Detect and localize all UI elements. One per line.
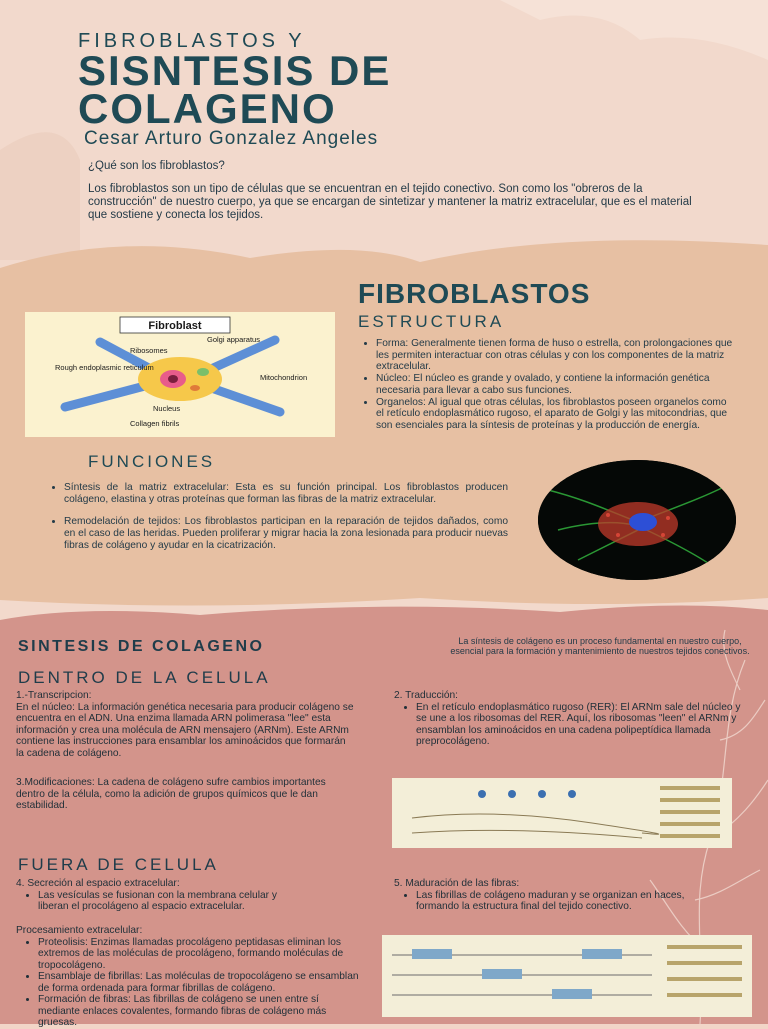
fibroblast-diagram [25, 312, 335, 437]
label-nucleus: Nucleus [153, 404, 181, 413]
funciones-item: • Síntesis de la matriz extracelular: Esta es su función principal. Los fibroblastos producen colágeno, elastina y otras proteínas que forman las fibras de la matriz extracelular. [64, 482, 508, 505]
estructura-item: • Organelos: Al igual que otras células, los fibroblastos poseen organelos como el retículo endoplasmático rugoso, el aparato de Golgi y las mitocondrias, que son esenciales para la síntesis de proteínas y la producción de energía. [376, 397, 735, 432]
label-mitochondrion: Mitochondrion [260, 373, 308, 382]
subheading-fuera: FUERA DE CELULA [18, 855, 219, 874]
label-collagen: Collagen fibrils [130, 419, 180, 428]
translation-diagram [392, 778, 732, 848]
extracellular-processing [16, 925, 361, 1029]
processing-title: Procesamiento extracelular: [16, 925, 143, 936]
microscopy-image [538, 460, 736, 580]
subheading-estructura: ESTRUCTURA [358, 312, 505, 331]
step-3-text: 3.Modificaciones: La cadena de colágeno sufre cambios importantes dentro de la célula, como la adición de grupos químicos que le dan estabilidad. [16, 777, 326, 811]
estructura-list [360, 338, 735, 432]
processing-item: • Proteolisis: Enzimas llamadas procolágeno peptidasas eliminan los extremos de las moléculas de procolágeno, formando moléculas de tropocolágeno. [38, 937, 361, 972]
step-4 [16, 878, 296, 913]
diagram-title: Fibroblast [148, 320, 202, 332]
step-1-text: En el núcleo: La información genética necesaria para producir colágeno se encuentra en el ADN. Una enzima llamada ARN polimerasa "lee" esta información y crea una molécula de ARN mensajero (ARNm). Este ARNm contiene las instrucciones para ensamblar los aminoácidos que formarán la cadena de colágeno. [16, 701, 354, 759]
section-heading-fibroblastos: FIBROBLASTOS [358, 278, 591, 309]
fibril-assembly-illustration [382, 935, 752, 1017]
intro-question: ¿Qué son los fibroblastos? [88, 160, 225, 172]
estructura-item: • Forma: Generalmente tienen forma de huso o estrella, con prolongaciones que les permiten interactuar con otras células y con los componentes de la matriz extracelular. [376, 338, 735, 373]
fibroblast-illustration [25, 312, 335, 437]
processing-item: • Ensamblaje de fibrillas: Las moléculas de tropocolágeno se ensamblan de forma ordenada para formar fibrillas de colágeno. [38, 971, 361, 994]
estructura-item: • Núcleo: El núcleo es grande y ovalado, y contiene la información genética necesaria para llevar a cabo sus funciones. [376, 373, 735, 396]
ribosome-illustration [392, 778, 732, 848]
intro-text: Los fibroblastos son un tipo de células que se encuentran en el tejido conectivo. Son como los "obreros de la construcción" de nuestro cuerpo, ya que se encargan de sintetizar y mantener la matriz extracelular, que es el material que sostiene y conecta los tejidos. [88, 183, 692, 221]
step-5-item: • Las fibrillas de colágeno maduran y se organizan en haces, formando la estructura final del tejido conectivo. [416, 890, 724, 913]
label-golgi: Golgi apparatus [207, 335, 260, 344]
page-title [78, 47, 392, 132]
funciones-item: • Remodelación de tejidos: Los fibroblastos participan en la reparación de tejidos dañados, como en el caso de las heridas. Pueden proliferar y migrar hacia la zona lesionada para producir nuevas fibras de colágeno y ayudar en la cicatrización. [64, 516, 508, 551]
section-heading-sintesis: SINTESIS DE COLAGENO [18, 638, 265, 655]
step-3 [16, 777, 356, 812]
author-name: Cesar Arturo Gonzalez Angeles [84, 128, 379, 149]
label-rer: Rough endoplasmic reticulum [55, 363, 154, 372]
subheading-funciones: FUNCIONES [88, 452, 216, 471]
step-5 [394, 878, 724, 913]
step-5-title: 5. Maduración de las fibras: [394, 878, 520, 889]
step-2-title: 2. Traducción: [394, 690, 458, 701]
sintesis-note: La síntesis de colágeno es un proceso fundamental en nuestro cuerpo, esencial para la formación y mantenimiento de nuestros tejidos conectivos. [450, 636, 750, 656]
processing-item: • Formación de fibras: Las fibrillas de colágeno se unen entre sí mediante enlaces covalentes, formando fibras de colágeno más gruesas. [38, 994, 361, 1029]
step-4-title: 4. Secreción al espacio extracelular: [16, 878, 180, 889]
title-line-1: SISNTESIS DE [78, 47, 392, 94]
subheading-dentro: DENTRO DE LA CELULA [18, 668, 271, 687]
step-1-title: 1.-Transcripcion: [16, 690, 92, 701]
step-1 [16, 690, 356, 759]
step-2-item: • En el retículo endoplasmático rugoso (RER): El ARNm sale del núcleo y se une a los ribosomas del RER. Aquí, los ribosomas "leen" el ARNm y ensamblan los aminoácidos en una cadena polipeptídica llamada preprocolágeno. [416, 702, 744, 748]
step-2 [394, 690, 744, 748]
fibroblast-microscopy [538, 460, 736, 580]
funciones-list [48, 482, 508, 563]
extracellular-diagram [382, 935, 752, 1017]
step-4-item: • Las vesículas se fusionan con la membrana celular y liberan el procolágeno al espacio extracelular. [38, 890, 296, 913]
title-line-2: COLAGENO [78, 85, 337, 132]
label-ribosomes: Ribosomes [130, 346, 168, 355]
supertitle: FIBROBLASTOS Y [78, 30, 306, 52]
